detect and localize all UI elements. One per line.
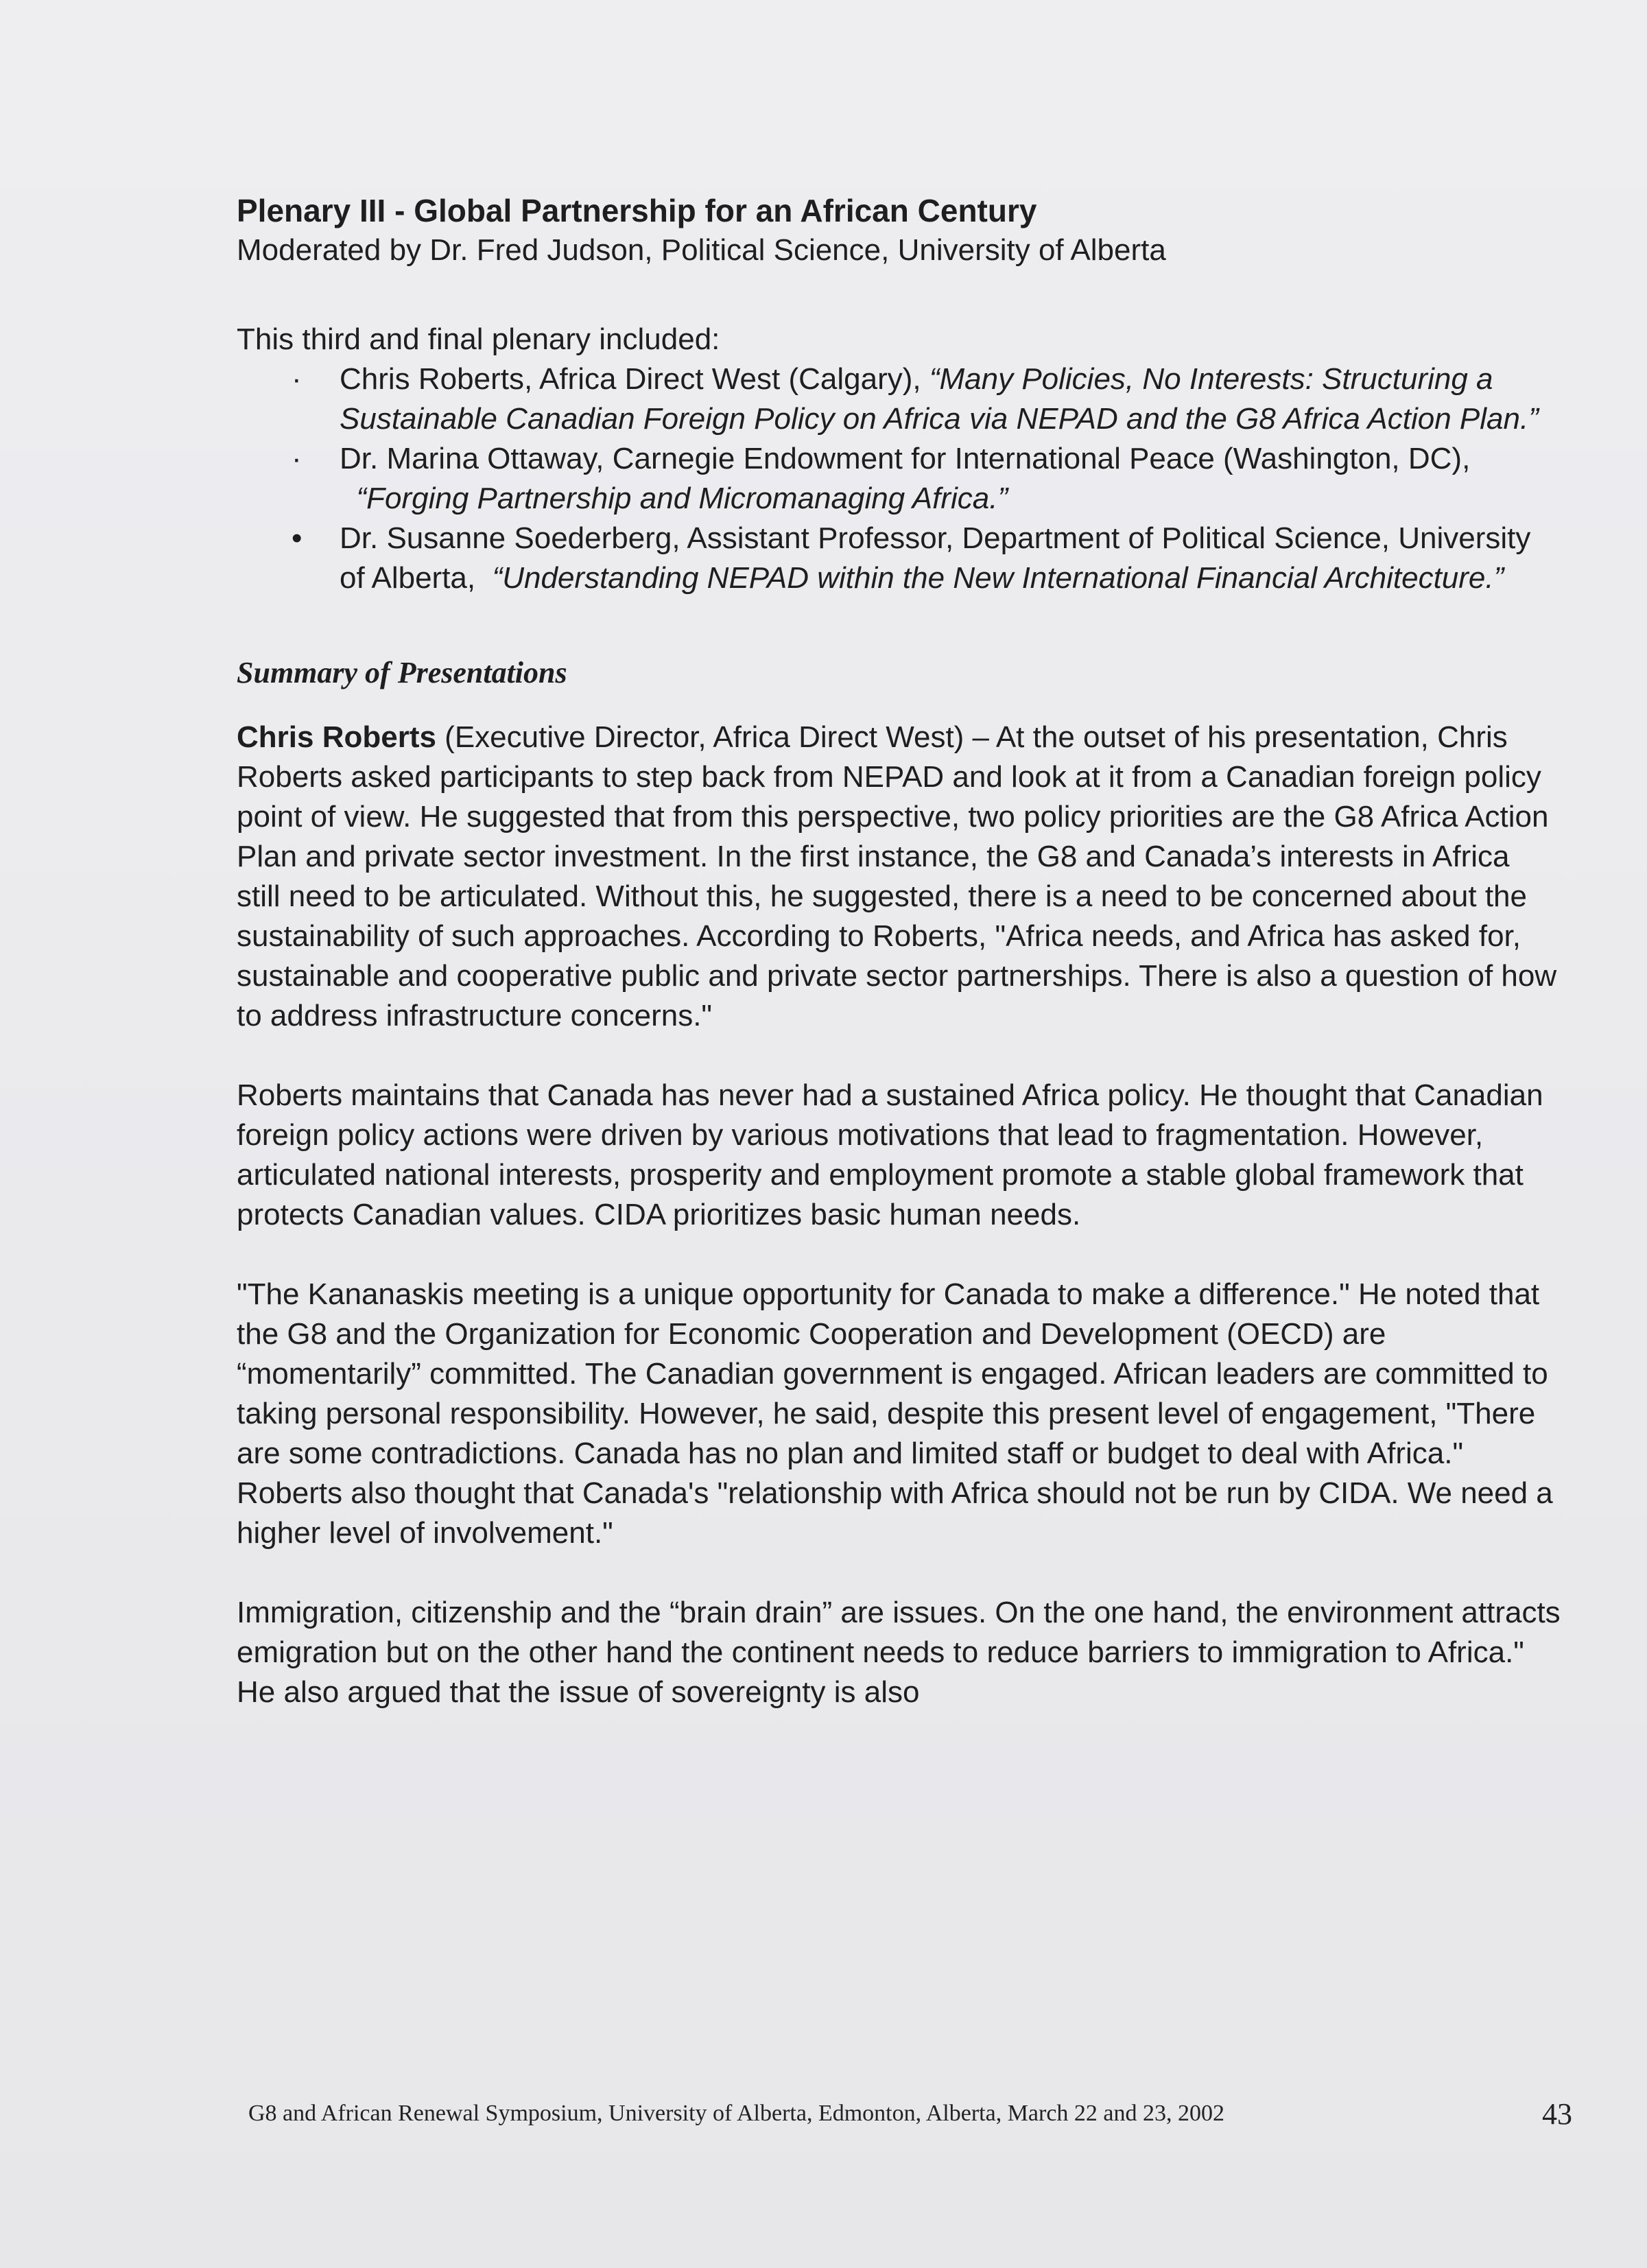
panelist-list [237, 359, 1561, 598]
paragraph-text: (Executive Director, Africa Direct West) – At the outset of his presentation, Chris Roberts asked participants to step back from NEPAD and look at it from a Canadian foreign policy point of view. He suggested that from this perspective, two policy priorities are the G8 Africa Action Plan and private sector investment. In the first instance, the G8 and Canada’s interests in Africa still need to be articulated. Without this, he suggested, there is a need to be concerned about the sustainability of such approaches. According to Roberts, "Africa needs, and Africa has asked for, sustainable and cooperative public and private sector partnerships. There is also a question of how to address infrastructure concerns." [237, 720, 1557, 1032]
page-number: 43 [1542, 2097, 1572, 2131]
panelist-separator [475, 561, 492, 595]
paragraph: Immigration, citizenship and the “brain drain” are issues. On the one hand, the environment attracts emigration but on the other hand the continent needs to reduce barriers to immigration to Africa." He also argued that the issue of sovereignty is also [237, 1596, 1561, 1709]
list-item [237, 519, 1561, 598]
panelist-paper: “Understanding NEPAD within the New International Financial Architecture.” [492, 561, 1504, 595]
page-title: Plenary III - Global Partnership for an African Century [237, 193, 1037, 228]
panelist-separator: , [912, 362, 929, 396]
bullet-icon: · [292, 362, 302, 396]
footer-text: G8 and African Renewal Symposium, University of Alberta, Edmonton, Alberta, March 22 and 23, 2002 [248, 2101, 1225, 2126]
page-content [237, 191, 1561, 1752]
list-item [237, 439, 1561, 519]
list-item [237, 359, 1561, 439]
paragraph [237, 718, 1561, 1036]
panelist-name: Dr. Marina Ottaway, Carnegie Endowment for International Peace (Washington, DC), [340, 442, 1471, 475]
bullet-icon: · [292, 442, 302, 475]
intro-text: This third and final plenary included: [237, 322, 720, 356]
page-footer [248, 2097, 1572, 2131]
panelist-separator [340, 482, 356, 515]
panelist-paper: “Forging Partnership and Micromanaging Africa.” [356, 482, 1008, 515]
section-heading: Summary of Presentations [237, 656, 567, 689]
bullet-icon: • [292, 521, 303, 555]
paragraph: "The Kananaskis meeting is a unique opportunity for Canada to make a difference." He noted that the G8 and the Organization for Economic Cooperation and Development (OECD) are “momentarily” committed. The Canadian government is engaged. African leaders are committed to taking personal responsibility. However, he said, despite this present level of engagement, "There are some contradictions. Canada has no plan and limited staff or budget to deal with Africa." Roberts also thought that Canada's "relationship with Africa should not be run by CIDA. We need a higher level of involvement." [237, 1277, 1553, 1550]
moderator-line: Moderated by Dr. Fred Judson, Political Science, University of Alberta [237, 233, 1166, 267]
panelist-name: Chris Roberts, Africa Direct West (Calgary) [340, 362, 913, 396]
panelist-paper: “Many Policies, No Interests: Structuring a Sustainable Canadian Foreign Policy on Africa via NEPAD and the G8 Africa Action Plan.” [340, 362, 1539, 436]
paragraph: Roberts maintains that Canada has never had a sustained Africa policy. He thought that Canadian foreign policy actions were driven by various motivations that lead to fragmentation. However, articulated national interests, prosperity and employment promote a stable global framework that protects Canadian values. CIDA prioritizes basic human needs. [237, 1078, 1543, 1231]
speaker-name: Chris Roberts [237, 720, 436, 754]
panelist-name: Dr. Susanne Soederberg, Assistant Professor, Department of Political Science, University of Alberta, [340, 521, 1531, 595]
